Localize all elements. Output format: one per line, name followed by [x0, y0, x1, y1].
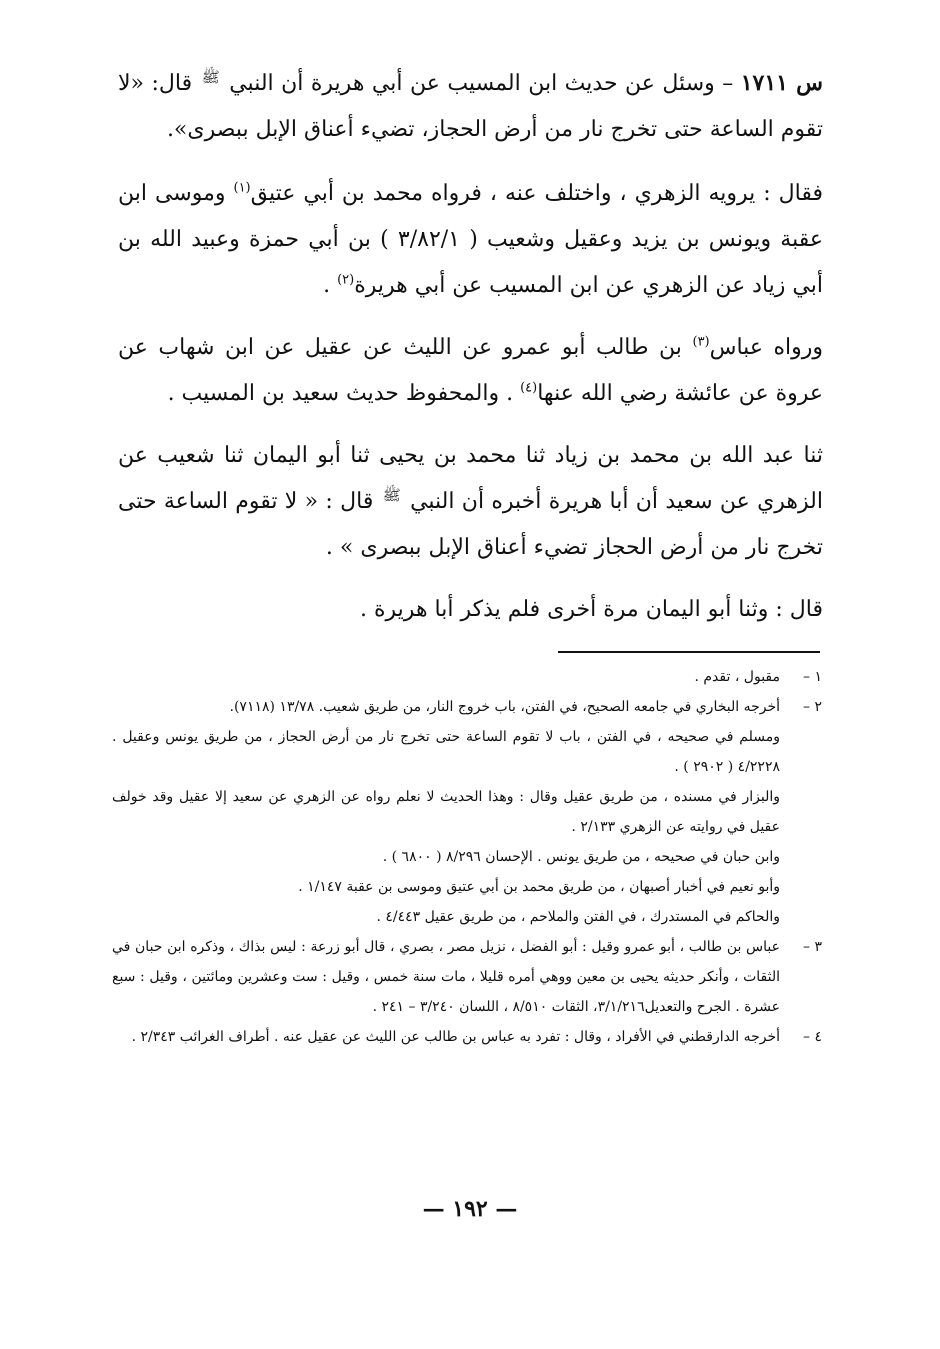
salawat-glyph: ﷺ — [201, 67, 220, 86]
footnote-line: أخرجه البخاري في جامعه الصحيح، في الفتن، باب خروج النار، من طريق شعيب. ١٣/٧٨ (٧١١٨). — [229, 699, 780, 715]
footnote-line: مقبول ، تقدم . — [694, 669, 780, 685]
footnotes — [112, 662, 822, 1052]
footnote-ref-2: (٢) — [337, 272, 355, 288]
footnote-ref-3: (٣) — [692, 334, 710, 350]
page-number: — ١٩٢ — — [422, 1196, 518, 1222]
footnote-line: ومسلم في صحيحه ، في الفتن ، باب لا تقوم الساعة حتى تخرج نار من أرض الحجاز ، من طريق يونس وعقيل . ٤/٢٢٢٨ ( ٢٩٠٢ ) . — [112, 729, 780, 775]
footnote-body — [112, 662, 780, 692]
footnote-ref-1: (١) — [233, 180, 251, 196]
footnote-mark: ٤ – — [803, 1029, 822, 1045]
footnote-4 — [112, 1022, 822, 1052]
footnote-mark: ١ – — [803, 669, 822, 685]
question-number: س ١٧١١ — [740, 70, 824, 96]
main-text — [118, 60, 823, 649]
footnote-mark: ٢ – — [803, 699, 822, 715]
answer-text: ورواه عباس — [709, 335, 824, 360]
footnote-line: أخرجه الدارقطني في الأفراد ، وقال : تفرد به عباس بن طالب عن الليث عن عقيل عنه . أطراف الغرائب ٢/٣٤٣ . — [131, 1029, 780, 1045]
closing-text: قال : وثنا أبو اليمان مرة أخرى فلم يذكر أبا هريرة . — [360, 597, 823, 622]
answer-text: . — [323, 273, 338, 298]
footnote-line: والبزار في مسنده ، من طريق عقيل وقال : وهذا الحديث لا نعلم رواه عن الزهري عن سعيد إلا عقيل وقد خولف عقيل في روايته عن الزهري ٢/١٣٣ . — [112, 789, 780, 835]
footnote-line: وابن حبان في صحيحه ، من طريق يونس . الإحسان ٨/٢٩٦ ( ٦٨٠٠ ) . — [382, 849, 780, 865]
closing-paragraph — [118, 587, 823, 633]
isnad-paragraph — [118, 433, 823, 571]
answer-text: . والمحفوظ حديث سعيد بن المسيب . — [167, 381, 521, 406]
answer-paragraph-2 — [118, 325, 823, 417]
answer-text: فقال : يرويه الزهري ، واختلف عنه ، فرواه محمد بن أبي عتيق — [250, 181, 823, 206]
footnote-body — [112, 692, 780, 932]
isnad-text: ثنا عبد الله بن محمد بن زياد ثنا محمد بن يحيى ثنا أبو اليمان ثنا شعيب عن الزهري عن سعيد أن أبا هريرة أخبره أن النبي — [118, 443, 823, 514]
question-text-1: – وسئل عن حديث ابن المسيب عن أبي هريرة أن النبي — [221, 71, 741, 96]
footnote-ref-4: (٤) — [520, 380, 538, 396]
answer-text: وموسى ابن عقبة ويونس بن يزيد وعقيل وشعيب ( ٣/٨٢/١ ) بن أبي حمزة وعبيد الله بن أبي زياد عن الزهري عن ابن المسيب عن أبي هريرة — [118, 181, 823, 298]
footnote-line: والحاكم في المستدرك ، في الفتن والملاحم ، من طريق عقيل ٤/٤٤٣ . — [376, 909, 780, 925]
question-paragraph — [118, 60, 823, 153]
footnote-1 — [112, 662, 822, 692]
salawat-glyph: ﷺ — [382, 485, 401, 504]
footnote-body — [112, 1022, 780, 1052]
footnote-mark: ٣ – — [803, 939, 822, 955]
footnote-line: عباس بن طالب ، أبو عمرو وقيل : أبو الفضل ، نزيل مصر ، بصري ، قال أبو زرعة : ليس بذاك ، وذكره ابن حبان في الثقات ، وأنكر حديثه يحيى بن معين ووهي أمره قليلا ، مات سنة خمس ، وقيل : ست وعشرين ومائتين ، وقيل : سبع عشرة . الجرح والتعديل٣/١/٢١٦، الثقات ٨/٥١٠ ، اللسان ٣/٢٤٠ – ٢٤١ . — [112, 939, 780, 1015]
question-text-2: قال: «لا تقوم الساعة حتى تخرج نار من أرض الحجاز، تضيء أعناق الإبل ببصرى». — [118, 71, 823, 142]
footnote-line: وأبو نعيم في أخبار أصبهان ، من طريق محمد بن أبي عتيق وموسى بن عقبة ١/١٤٧ . — [298, 879, 780, 895]
answer-paragraph-1 — [118, 171, 823, 309]
answer-text: بن طالب أبو عمرو عن الليث عن عقيل عن ابن شهاب عن عروة عن عائشة رضي الله عنها — [118, 335, 823, 406]
isnad-text: قال : « لا تقوم الساعة حتى تخرج نار من أرض الحجاز تضيء أعناق الإبل ببصرى » . — [118, 489, 823, 560]
footnote-body — [112, 932, 780, 1022]
footnote-2 — [112, 692, 822, 932]
footnote-divider — [558, 651, 820, 653]
footnote-3 — [112, 932, 822, 1022]
